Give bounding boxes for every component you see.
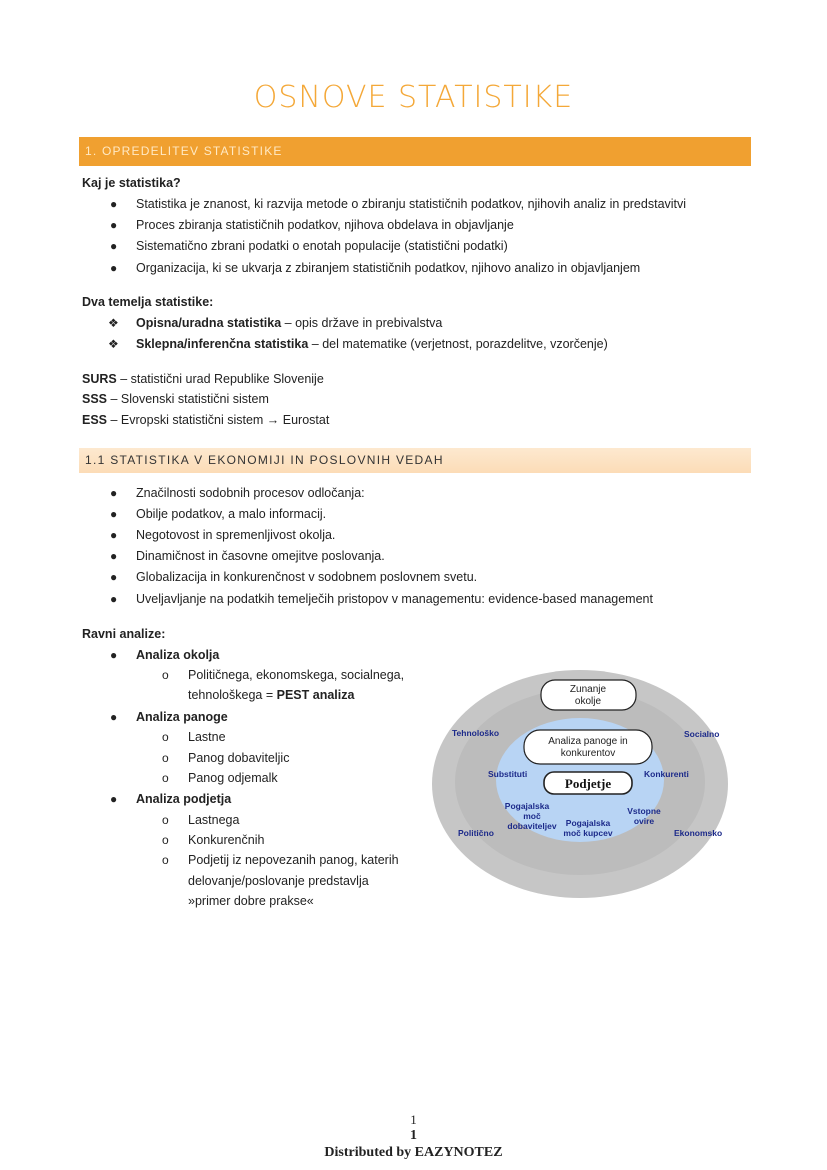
level-heading: Analiza podjetja: [136, 792, 232, 806]
sub-item: Konkurenčnih: [188, 833, 265, 847]
sub-item: Panog odjemalk: [188, 771, 278, 785]
circle-bullet-icon: o: [162, 771, 169, 785]
abbr: SSS: [82, 392, 108, 406]
label-pog-dob-l2: moč: [523, 811, 541, 821]
pest-term: PEST analiza: [276, 688, 355, 702]
circle-bullet-icon: o: [162, 751, 169, 765]
abbr-desc: – Slovenski statistični sistem: [107, 392, 269, 406]
inner-box-label: Podjetje: [564, 776, 612, 791]
label-konkurenti: Konkurenti: [644, 769, 689, 779]
bullet-icon: ●: [110, 261, 118, 275]
list-item: Obilje podatkov, a malo informacij.: [136, 507, 327, 521]
abbr-line: [82, 372, 324, 386]
outer-box-l1: Zunanje: [569, 684, 607, 695]
bullet-icon: ●: [110, 197, 118, 211]
abbr: ESS: [82, 413, 108, 427]
label-vstopne-l1: Vstopne: [627, 806, 661, 816]
label-vstopne-l2: ovire: [633, 816, 655, 826]
circle-bullet-icon: o: [162, 833, 169, 847]
sub-item: Panog dobaviteljic: [188, 751, 290, 765]
list-item: Organizacija, ki se ukvarja z zbiranjem statističnih podatkov, njihovo analizo in objavljanjem: [136, 261, 641, 275]
sub-item: Podjetij iz nepovezanih panog, katerih: [188, 853, 399, 867]
abbr: SURS: [82, 372, 117, 386]
abbr-line: [82, 392, 269, 406]
level-heading: Analiza panoge: [136, 710, 228, 724]
bullet-icon: ●: [110, 486, 118, 500]
list-item: Sistematično zbrani podatki o enotah populacije (statistični podatki): [136, 239, 508, 253]
label-socialno: Socialno: [684, 729, 720, 739]
foundation-term: Opisna/uradna statistika: [136, 316, 282, 330]
diamond-bullet-icon: ❖: [108, 316, 119, 330]
outer-box-l2: okolje: [574, 696, 602, 707]
bullet-icon: ●: [110, 570, 118, 584]
foundation-desc: – del matematike (verjetnost, porazdelitve, vzorčenje): [308, 337, 608, 351]
list-item: Globalizacija in konkurenčnost v sodobnem poslovnem svetu.: [136, 570, 478, 584]
sub-item: Lastnega: [188, 813, 240, 827]
bullet-icon: ●: [110, 507, 118, 521]
page-number: 1: [410, 1112, 417, 1127]
circle-bullet-icon: o: [162, 813, 169, 827]
list-item: Negotovost in spremenljivost okolja.: [136, 528, 336, 542]
level-heading: Analiza okolja: [136, 648, 220, 662]
bullet-icon: ●: [110, 592, 118, 606]
foundation-item: [136, 316, 442, 330]
label-politicno: Politično: [458, 828, 494, 838]
distributed-by: Distributed by EAZYNOTEZ: [324, 1145, 503, 1160]
abbr-desc: – statistični urad Republike Slovenije: [116, 372, 324, 386]
bullet-icon: ●: [110, 710, 118, 724]
sub-item-cont: [188, 688, 354, 702]
label-tehnolosko: Tehnološko: [452, 728, 500, 738]
list-item: Značilnosti sodobnih procesov odločanja:: [136, 486, 365, 500]
page-title: OSNOVE STATISTIKE: [253, 80, 574, 115]
bullet-icon: ●: [110, 528, 118, 542]
middle-box-l1: Analiza panoge in: [548, 736, 628, 747]
sub-item: Političnega, ekonomskega, socialnega,: [188, 668, 405, 682]
diamond-bullet-icon: ❖: [108, 337, 119, 351]
foundations-label: Dva temelja statistike:: [82, 295, 214, 309]
sub-item-text: tehnološkega =: [188, 688, 277, 702]
label-substituti: Substituti: [488, 769, 528, 779]
abbr-line: [82, 413, 329, 427]
environment-diagram: [430, 668, 730, 900]
label-pog-dob-l3: dobaviteljev: [507, 821, 557, 831]
circle-bullet-icon: o: [162, 668, 169, 682]
label-ekonomsko: Ekonomsko: [674, 828, 723, 838]
abbr-desc: – Evropski statistični sistem → Eurostat: [107, 413, 330, 427]
question-label: Kaj je statistika?: [82, 176, 181, 190]
label-pog-kup-l1: Pogajalska: [565, 818, 611, 828]
list-item: Statistika je znanost, ki razvija metode o zbiranju statističnih podatkov, njihovih analiz in predstavitvi: [136, 197, 687, 211]
middle-box-l2: konkurentov: [560, 748, 616, 759]
bullet-icon: ●: [110, 549, 118, 563]
sub-item-cont: »primer dobre prakse«: [188, 894, 314, 908]
bullet-icon: ●: [110, 792, 118, 806]
levels-label: Ravni analize:: [82, 627, 166, 641]
list-item: Proces zbiranja statističnih podatkov, njihova obdelava in objavljanje: [136, 218, 514, 232]
page-number-bold: 1: [410, 1128, 417, 1143]
foundation-term: Sklepna/inferenčna statistika: [136, 337, 309, 351]
circle-bullet-icon: o: [162, 730, 169, 744]
bullet-icon: ●: [110, 648, 118, 662]
circle-bullet-icon: o: [162, 853, 169, 867]
sub-item: Lastne: [188, 730, 226, 744]
label-pog-kup-l2: moč kupcev: [563, 828, 613, 838]
bullet-icon: ●: [110, 239, 118, 253]
section-heading-1-1: 1.1 STATISTIKA V EKONOMIJI IN POSLOVNIH VEDAH: [79, 448, 751, 473]
foundation-desc: – opis države in prebivalstva: [281, 316, 443, 330]
list-item: Uveljavljanje na podatkih temelječih pristopov v managementu: evidence-based management: [136, 592, 653, 606]
sub-item-cont: delovanje/poslovanje predstavlja: [188, 874, 369, 888]
list-item: Dinamičnost in časovne omejitve poslovanja.: [136, 549, 385, 563]
label-pog-dob-l1: Pogajalska: [504, 801, 550, 811]
bullet-icon: ●: [110, 218, 118, 232]
foundation-item: [136, 337, 608, 351]
section-heading-1: 1. OPREDELITEV STATISTIKE: [79, 137, 751, 166]
